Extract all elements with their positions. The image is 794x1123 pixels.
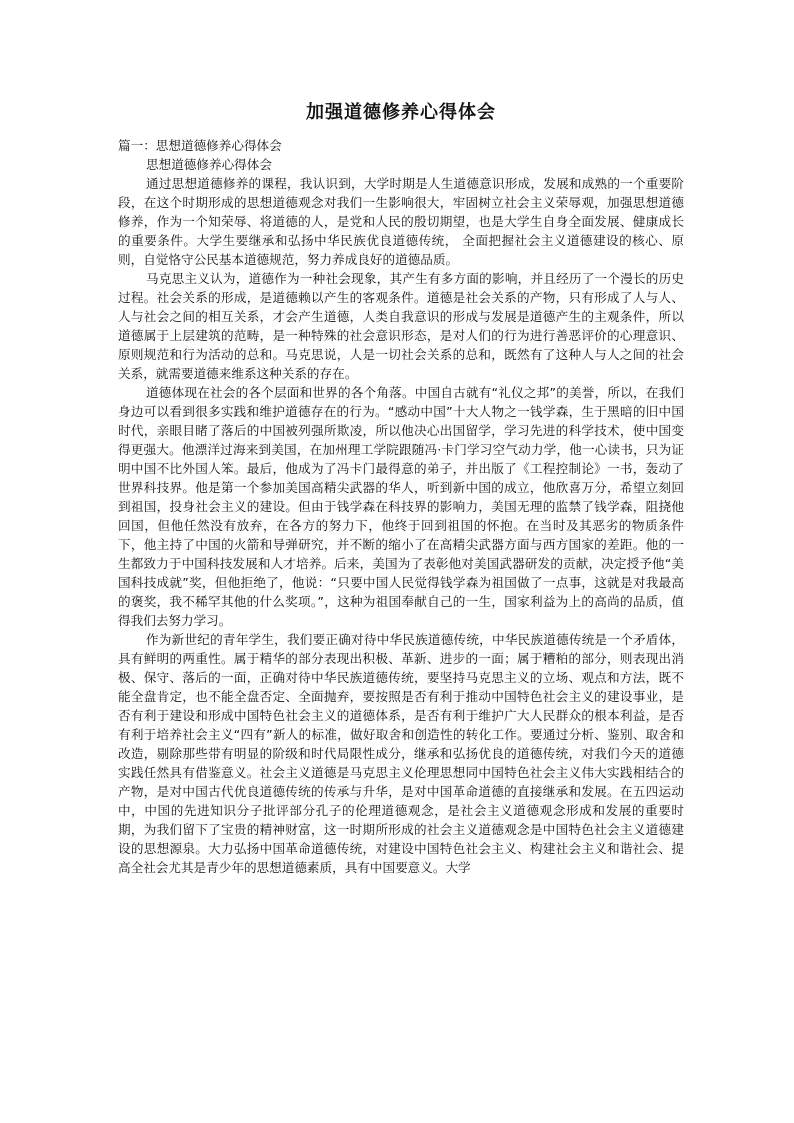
paragraph-1: 通过思想道德修养的课程，我认识到，大学时期是人生道德意识形成，发展和成熟的一个重要阶段，在这个时期形成的思想道德观念对我们一生影响很大，牢固树立社会主义荣辱观，加强思想道德修养，作为一个知荣辱、将道德的人，是党和人民的殷切期望，也是大学生自身全面发展、健康成长的重要条件。大学生要继承和弘扬中华民族优良道德传统， 全面把握社会主义道德建设的核心、原则，自觉恪守公民基本道德规范，努力养成良好的道德品质。 bbox=[118, 176, 684, 267]
paragraph-4: 作为新世纪的青年学生，我们要正确对待中华民族道德传统，中华民族道德传统是一个矛盾体，具有鲜明的两重性。属于精华的部分表现出积极、革新、进步的一面；属于糟粕的部分，则表现出消极、保守、落后的一面，正确对待中华民族道德传统，要坚持马克思主义的立场、观点和方法，既不能全盘肯定，也不能全盘否定、全面抛弃，要按照是否有利于推动中国特色社会主义的建设事业，是否有利于建设和形成中国特色社会主义的道德体系，是否有利于维护广大人民群众的根本利益，是否有利于培养社会主义“四有”新人的标准，做好取舍和创造性的转化工作。要通过分析、鉴别、取舍和改造，剔除那些带有明显的阶级和时代局限性成分，继承和弘扬优良的道德传统，对我们今天的道德实践任然具有借鉴意义。社会主义道德是马克思主义伦理思想同中国特色社会主义伟大实践相结合的产物，是对中国古代优良道德传统的传承与升华，是对中国革命道德的直接继承和发展。在五四运动中，中国的先进知识分子批评部分孔子的伦理道德观念，是社会主义道德观念形成和发展的重要时期，为我们留下了宝贵的精神财富，这一时期所形成的社会主义道德观念是中国特色社会主义道德建设的思想源泉。大力弘扬中国革命道德传统，对建设中国特色社会主义、构建社会主义和谐社会、提高全社会尤其是青少年的思想道德素质，具有中国要意义。大学 bbox=[118, 632, 684, 875]
section-heading: 篇一：思想道德修养心得体会 bbox=[118, 138, 282, 153]
document-page bbox=[118, 100, 684, 877]
paragraph-2: 马克思主义认为，道德作为一种社会现象，其产生有多方面的影响，并且经历了一个漫长的历史过程。社会关系的形成，是道德赖以产生的客观条件。道德是社会关系的产物，只有形成了人与人、人与社会之间的相互关系，才会产生道德，人类自我意识的形成与发展是道德产生的主观条件，所以道德属于上层建筑的范畴，是一种特殊的社会意识形态，是对人们的行为进行善恶评价的心理意识、原则规范和行为活动的总和。马克思说，人是一切社会关系的总和，既然有了这种人与人之间的社会关系，就需要道德来维系这种关系的存在。 bbox=[118, 271, 684, 381]
paragraph-3: 道德体现在社会的各个层面和世界的各个角落。中国自古就有“礼仪之邦”的美誉，所以，在我们身边可以看到很多实践和维护道德存在的行为。“感动中国”十大人物之一钱学森，生于黑暗的旧中国时代，亲眼目睹了落后的中国被列强所欺凌，所以他决心出国留学，学习先进的科学技术，使中国变得更强大。他漂洋过海来到美国，在加州理工学院跟随冯·卡门学习空气动力学，他一心读书，只为证明中国不比外国人笨。最后，他成为了冯卡门最得意的弟子，并出版了《工程控制论》一书，轰动了世界科技界。他是第一个参加美国高精尖武器的华人，听到新中国的成立，他欣喜万分，希望立刻回到祖国，投身社会主义的建设。但由于钱学森在科技界的影响力，美国无理的监禁了钱学森，阻挠他回国，但他任然没有放弃，在各方的努力下，他终于回到祖国的怀抱。在当时及其恶劣的物质条件下，他主持了中国的火箭和导弹研究，并不断的缩小了在高精尖武器方面与西方国家的差距。他的一生都致力于中国科技发展和人才培养。后来，美国为了表彰他对美国武器研发的贡献，决定授予他“美国科技成就”奖，但他拒绝了，他说：“只要中国人民觉得钱学森为祖国做了一点事，这就是对我最高的褒奖，我不稀罕其他的什么奖项。”，这种为祖国奉献自己的一生，国家利益为上的高尚的品质，值得我们去努力学习。 bbox=[118, 385, 684, 628]
document-title: 加强道德修养心得体会 bbox=[306, 102, 496, 123]
sub-heading: 思想道德修养心得体会 bbox=[146, 157, 272, 172]
